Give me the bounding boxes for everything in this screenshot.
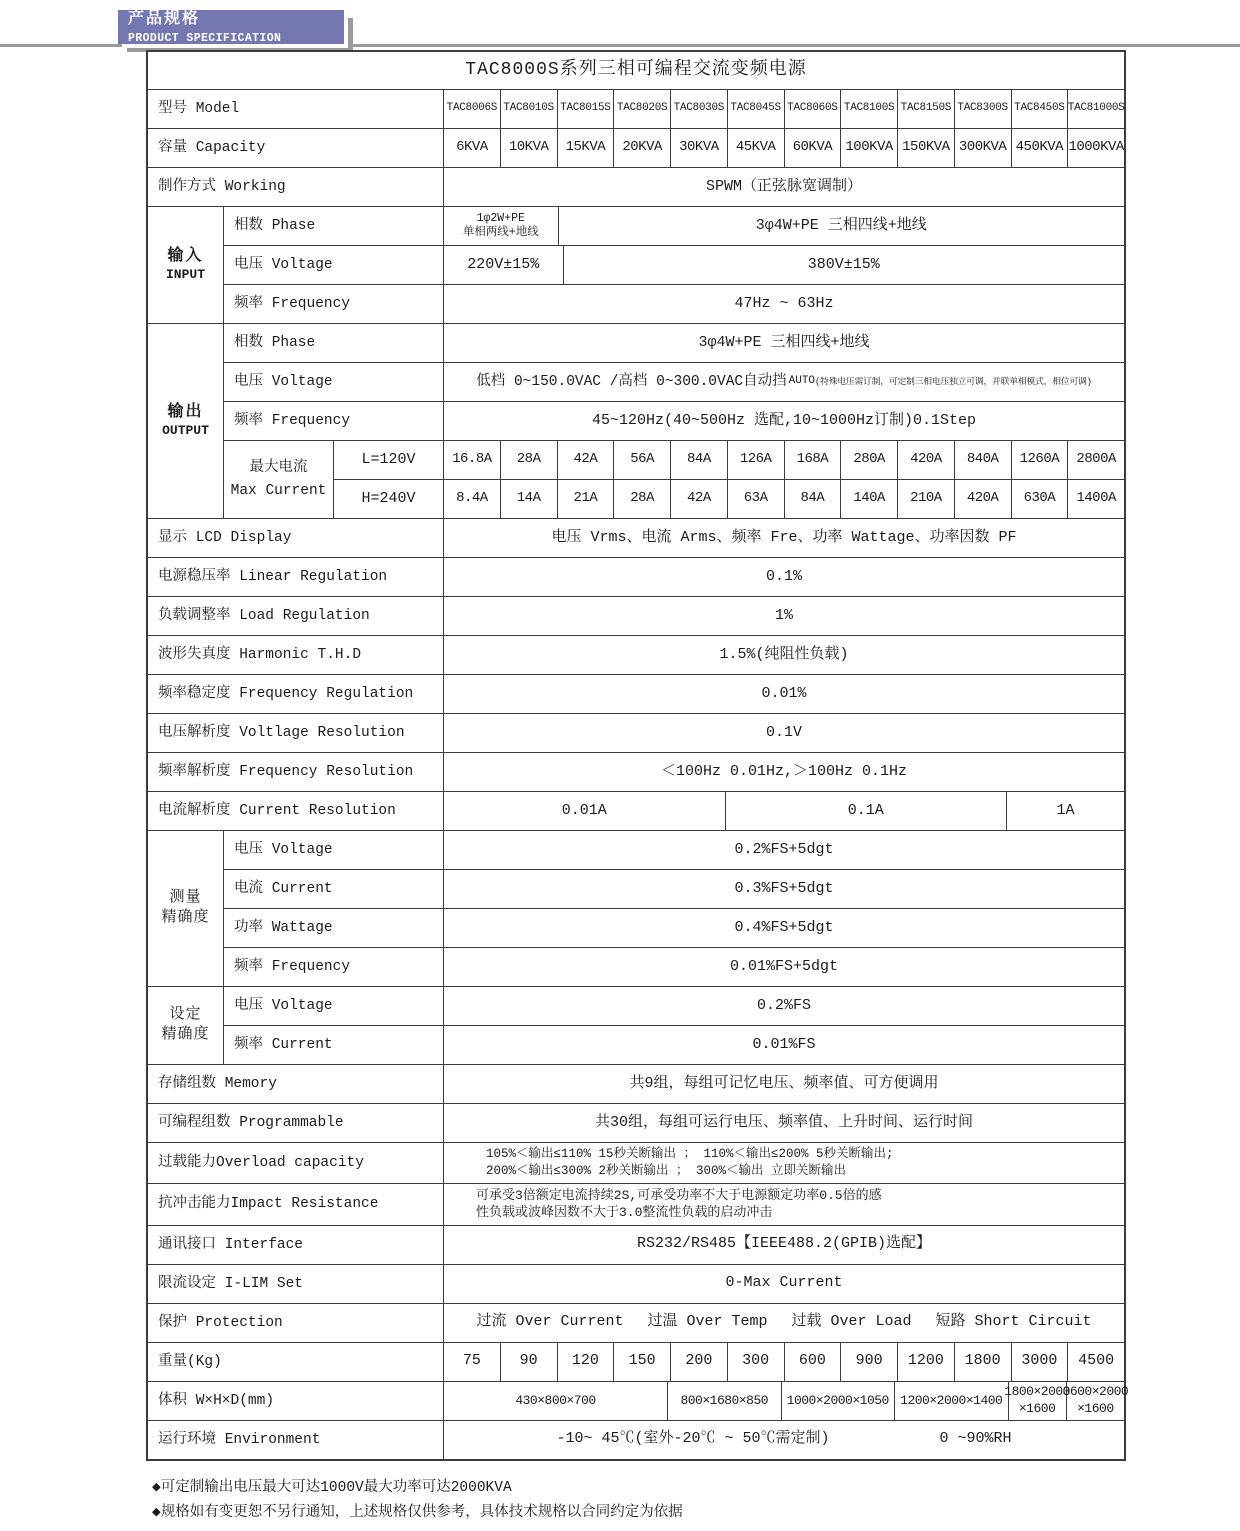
weight-values xyxy=(443,1343,1124,1381)
badge-title-en: PRODUCT SPECIFICATION xyxy=(128,32,289,48)
table-cell: 10KVA xyxy=(500,129,557,167)
row-capacity xyxy=(148,128,1124,167)
row-label: 频率解析度 Frequency Resolution xyxy=(158,763,414,780)
row-label: 电流 Current xyxy=(223,870,443,908)
table-cell: 300 xyxy=(727,1343,784,1381)
row-value: 0.3%FS+5dgt xyxy=(443,870,1124,908)
group-label-line1: 设定 xyxy=(169,1006,202,1024)
row-impact xyxy=(148,1183,1124,1225)
row-value: 0.01%FS+5dgt xyxy=(443,948,1124,986)
row-label: 可编程组数 Programmable xyxy=(158,1114,344,1131)
max-current-l-values xyxy=(443,441,1124,479)
row-linear-regulation xyxy=(148,557,1124,596)
max-current-label-en: Max Current xyxy=(230,482,327,499)
row-memory xyxy=(148,1064,1124,1103)
max-current-label-cn: 最大电流 xyxy=(249,460,308,477)
row-label: 相数 Phase xyxy=(223,207,443,245)
table-cell: TAC8060S xyxy=(784,90,841,128)
row-label: 体积 W×H×D(mm) xyxy=(158,1392,275,1409)
group-label-output xyxy=(148,324,223,518)
max-current-section xyxy=(223,440,1124,518)
output-voltage-auto: AUTO xyxy=(788,375,816,388)
row-label: 波形失真度 Harmonic T.H.D xyxy=(158,646,362,663)
row-current-resolution xyxy=(148,791,1124,830)
table-cell: 420A xyxy=(897,441,954,479)
row-value: 0.2%FS+5dgt xyxy=(443,831,1124,869)
environment-temp: -10~ 45℃(室外-20℃ ~ 50℃需定制) xyxy=(556,1430,830,1448)
table-cell: 3φ4W+PE 三相四线+地线 xyxy=(558,207,1125,245)
table-cell: 0.01A xyxy=(443,792,725,830)
table-cell: 120 xyxy=(557,1343,614,1381)
table-cell: TAC8030S xyxy=(670,90,727,128)
row-interface xyxy=(148,1225,1124,1264)
row-model xyxy=(148,89,1124,128)
row-value: RS232/RS485【IEEE488.2(GPIB)选配】 xyxy=(443,1226,1124,1264)
table-cell: 1000×2000×1050 xyxy=(781,1382,895,1420)
row-input-phase xyxy=(223,207,1124,245)
row-label: 限流设定 I-LIM Set xyxy=(158,1275,304,1292)
product-spec-badge xyxy=(118,10,344,44)
row-setting-voltage xyxy=(223,987,1124,1025)
row-label: 制作方式 Working xyxy=(158,178,286,195)
table-cell: 56A xyxy=(613,441,670,479)
table-cell: TAC81000S xyxy=(1067,90,1124,128)
row-label: 过载能力Overload capacity xyxy=(158,1154,364,1171)
table-cell: 16.8A xyxy=(443,441,500,479)
row-label: 频率 Frequency xyxy=(223,285,443,323)
row-label: 电源稳压率 Linear Regulation xyxy=(158,568,388,585)
output-voltage-main: 低档 0~150.0VAC /高档 0~300.0VAC自动挡 xyxy=(476,373,787,390)
row-value: 共30组，每组可运行电压、频率值、上升时间、运行时间 xyxy=(443,1104,1124,1142)
row-programmable xyxy=(148,1103,1124,1142)
table-cell: 0.1A xyxy=(725,792,1007,830)
row-label: 通讯接口 Interface xyxy=(158,1236,304,1253)
table-cell: 210A xyxy=(897,480,954,518)
row-label: 运行环境 Environment xyxy=(158,1431,321,1448)
table-cell: 60KVA xyxy=(784,129,841,167)
table-cell: 1800×2000 ×1600 xyxy=(1008,1382,1066,1420)
table-cell: 15KVA xyxy=(557,129,614,167)
group-label-line2: 精确度 xyxy=(161,909,210,926)
row-value: 0.2%FS xyxy=(443,987,1124,1025)
table-cell: TAC8020S xyxy=(613,90,670,128)
table-cell: 1A xyxy=(1006,792,1124,830)
table-cell: 90 xyxy=(500,1343,557,1381)
row-output-frequency xyxy=(223,401,1124,440)
badge-title-cn: 产品规格 xyxy=(128,10,201,28)
group-label-input xyxy=(148,207,223,323)
table-cell: TAC8100S xyxy=(840,90,897,128)
row-value: 共9组，每组可记忆电压、频率值、可方便调用 xyxy=(443,1065,1124,1103)
row-value: 电压 Vrms、电流 Arms、频率 Fre、功率 Wattage、功率因数 PF xyxy=(443,519,1124,557)
row-output-phase xyxy=(223,324,1124,362)
current-resolution-values xyxy=(443,792,1124,830)
table-cell: 42A xyxy=(670,480,727,518)
table-cell: TAC8450S xyxy=(1011,90,1068,128)
row-value: ＜100Hz 0.01Hz,＞100Hz 0.1Hz xyxy=(443,753,1124,791)
row-working xyxy=(148,167,1124,206)
impact-line-1: 可承受3倍额定电流持续2S,可承受功率不大于电源额定功率0.5倍的感 xyxy=(476,1187,882,1203)
row-value xyxy=(443,363,1124,401)
table-cell: 1260A xyxy=(1011,441,1068,479)
input-phase-values xyxy=(443,207,1124,245)
table-cell: TAC8006S xyxy=(443,90,500,128)
row-value: 0-Max Current xyxy=(443,1265,1124,1303)
model-values xyxy=(443,90,1124,128)
row-label: 抗冲击能力Impact Resistance xyxy=(158,1196,379,1213)
spec-table xyxy=(146,50,1129,1461)
table-title-row xyxy=(148,52,1124,89)
row-label: 频率 Current xyxy=(223,1026,443,1064)
row-environment xyxy=(148,1420,1124,1459)
row-output-voltage xyxy=(223,362,1124,401)
table-cell: 1200×2000×1400 xyxy=(894,1382,1008,1420)
volume-values xyxy=(443,1382,1129,1420)
table-cell: 1000KVA xyxy=(1067,129,1124,167)
table-cell: 380V±15% xyxy=(563,246,1125,284)
table-cell: 1200 xyxy=(897,1343,954,1381)
row-value: 过流 Over Current 过温 Over Temp 过载 Over Load 短路 Short Circuit xyxy=(443,1304,1124,1342)
row-label: 频率 Frequency xyxy=(223,402,443,440)
row-harmonic-thd xyxy=(148,635,1124,674)
table-cell: 630A xyxy=(1011,480,1068,518)
table-cell: 3600×2000 ×1600 xyxy=(1066,1382,1124,1420)
row-max-current-l xyxy=(333,441,1124,479)
row-protection xyxy=(148,1303,1124,1342)
table-cell: 126A xyxy=(727,441,784,479)
row-load-regulation xyxy=(148,596,1124,635)
group-label-setting xyxy=(148,987,223,1064)
table-cell: 1400A xyxy=(1067,480,1124,518)
row-label: 型号 Model xyxy=(158,100,240,117)
row-value: 45~120Hz(40~500Hz 选配,10~1000Hz订制)0.1Step xyxy=(443,402,1124,440)
max-current-label xyxy=(223,441,333,518)
row-measure-current xyxy=(223,869,1124,908)
table-cell: 900 xyxy=(840,1343,897,1381)
row-frequency-resolution xyxy=(148,752,1124,791)
table-cell: 45KVA xyxy=(727,129,784,167)
row-value: 0.4%FS+5dgt xyxy=(443,909,1124,947)
table-cell: 1800 xyxy=(954,1343,1011,1381)
table-cell: 200 xyxy=(670,1343,727,1381)
group-label-line2: 精确度 xyxy=(161,1026,210,1043)
row-value: SPWM（正弦脉宽调制） xyxy=(443,168,1124,206)
max-current-sub-label: L=120V xyxy=(333,441,443,479)
row-label: 电压 Voltage xyxy=(223,831,443,869)
row-label: 存储组数 Memory xyxy=(158,1075,277,1092)
row-label: 频率稳定度 Frequency Regulation xyxy=(158,685,414,702)
row-overload xyxy=(148,1142,1124,1183)
row-label: 负载调整率 Load Regulation xyxy=(158,607,370,624)
overload-line-1: 105%＜输出≤110% 15秒关断输出 ； 110%＜输出≤200% 5秒关断输出; xyxy=(486,1147,894,1161)
row-label: 电压 Voltage xyxy=(223,363,443,401)
table-cell: 800×1680×850 xyxy=(667,1382,781,1420)
footnotes xyxy=(152,1481,683,1531)
row-max-current-h xyxy=(333,479,1124,518)
table-cell: 100KVA xyxy=(840,129,897,167)
row-label: 显示 LCD Display xyxy=(158,529,292,546)
row-measure-wattage xyxy=(223,908,1124,947)
group-label-cn: 输入 xyxy=(167,247,204,266)
table-cell: 600 xyxy=(784,1343,841,1381)
row-value: 0.1V xyxy=(443,714,1124,752)
table-cell: 28A xyxy=(613,480,670,518)
table-cell: 21A xyxy=(557,480,614,518)
table-cell: 3000 xyxy=(1011,1343,1068,1381)
table-cell: 280A xyxy=(840,441,897,479)
row-label: 重量(Kg) xyxy=(158,1353,222,1370)
table-cell: 420A xyxy=(954,480,1011,518)
table-cell: 84A xyxy=(670,441,727,479)
environment-humidity: 0 ~90%RH xyxy=(939,1430,1012,1448)
group-label-en: INPUT xyxy=(165,267,205,283)
table-cell: 430×800×700 xyxy=(443,1382,667,1420)
row-value: 1% xyxy=(443,597,1124,635)
footnote-2: ◆规格如有变更恕不另行通知，上述规格仅供参考，具体技术规格以合同约定为依据 xyxy=(152,1504,683,1521)
table-cell: 28A xyxy=(500,441,557,479)
table-cell: 20KVA xyxy=(613,129,670,167)
row-measure-frequency xyxy=(223,947,1124,986)
max-current-sub-label: H=240V xyxy=(333,480,443,518)
table-cell: 220V±15% xyxy=(443,246,563,284)
setting-accuracy-section xyxy=(148,986,1124,1064)
row-voltage-resolution xyxy=(148,713,1124,752)
row-label: 频率 Frequency xyxy=(223,948,443,986)
footnote-1: ◆可定制输出电压最大可达1000V最大功率可达2000KVA xyxy=(152,1480,512,1496)
group-label-measure xyxy=(148,831,223,986)
input-voltage-values xyxy=(443,246,1124,284)
table-cell: TAC8150S xyxy=(897,90,954,128)
table-cell: 150 xyxy=(613,1343,670,1381)
row-ilim xyxy=(148,1264,1124,1303)
row-label: 电流解析度 Current Resolution xyxy=(158,802,396,819)
table-cell: 6KVA xyxy=(443,129,500,167)
row-volume xyxy=(148,1381,1129,1420)
table-cell: TAC8300S xyxy=(954,90,1011,128)
table-cell: 1φ2W+PE 单相两线+地线 xyxy=(443,207,558,245)
row-label: 功率 Wattage xyxy=(223,909,443,947)
table-cell: 450KVA xyxy=(1011,129,1068,167)
row-frequency-regulation xyxy=(148,674,1124,713)
table-cell: 8.4A xyxy=(443,480,500,518)
row-lcd-display xyxy=(148,518,1124,557)
table-cell: 168A xyxy=(784,441,841,479)
max-current-h-values xyxy=(443,480,1124,518)
row-input-frequency xyxy=(223,284,1124,323)
table-cell: 300KVA xyxy=(954,129,1011,167)
row-value: 0.01% xyxy=(443,675,1124,713)
table-title: TAC8000S系列三相可编程交流变频电源 xyxy=(465,60,807,81)
table-cell: 14A xyxy=(500,480,557,518)
table-cell: 63A xyxy=(727,480,784,518)
row-label: 电压 Voltage xyxy=(223,987,443,1025)
table-cell: 150KVA xyxy=(897,129,954,167)
row-value xyxy=(443,1143,1124,1183)
table-cell: 84A xyxy=(784,480,841,518)
table-cell: TAC8010S xyxy=(500,90,557,128)
table-cell: 75 xyxy=(443,1343,500,1381)
row-value xyxy=(443,1421,1124,1459)
row-value: 0.01%FS xyxy=(443,1026,1124,1064)
row-measure-voltage xyxy=(223,831,1124,869)
row-value: 3φ4W+PE 三相四线+地线 xyxy=(443,324,1124,362)
measure-accuracy-section xyxy=(148,830,1124,986)
table-cell: 4500 xyxy=(1067,1343,1124,1381)
table-cell: TAC8045S xyxy=(727,90,784,128)
row-setting-frequency xyxy=(223,1025,1124,1064)
table-cell: TAC8015S xyxy=(557,90,614,128)
row-label: 电压解析度 Voltlage Resolution xyxy=(158,724,405,741)
group-label-en: OUTPUT xyxy=(162,423,209,439)
row-value: 0.1% xyxy=(443,558,1124,596)
output-voltage-note: (特殊电压需订制，可定制三相电压独立可调，并联单相模式，相位可调) xyxy=(815,376,1092,387)
row-value: 47Hz ~ 63Hz xyxy=(443,285,1124,323)
table-cell: 840A xyxy=(954,441,1011,479)
row-label: 电压 Voltage xyxy=(223,246,443,284)
table-cell: 2800A xyxy=(1067,441,1124,479)
table-cell: 30KVA xyxy=(670,129,727,167)
row-value: 1.5%(纯阻性负载) xyxy=(443,636,1124,674)
input-section xyxy=(148,206,1124,323)
group-label-cn: 输出 xyxy=(167,403,204,422)
row-weight xyxy=(148,1342,1124,1381)
capacity-values xyxy=(443,129,1124,167)
table-cell: 42A xyxy=(557,441,614,479)
impact-line-2: 性负载或波峰因数不大于3.0整流性负载的启动冲击 xyxy=(476,1205,773,1221)
group-label-line1: 测量 xyxy=(169,889,202,907)
row-label: 保护 Protection xyxy=(158,1314,283,1331)
row-label: 容量 Capacity xyxy=(158,139,266,156)
output-section xyxy=(148,323,1124,518)
row-label: 相数 Phase xyxy=(223,324,443,362)
row-input-voltage xyxy=(223,245,1124,284)
overload-line-2: 200%＜输出≤300% 2秒关断输出 ； 300%＜输出 立即关断输出 xyxy=(486,1163,847,1178)
row-value xyxy=(443,1184,1124,1225)
table-cell: 140A xyxy=(840,480,897,518)
